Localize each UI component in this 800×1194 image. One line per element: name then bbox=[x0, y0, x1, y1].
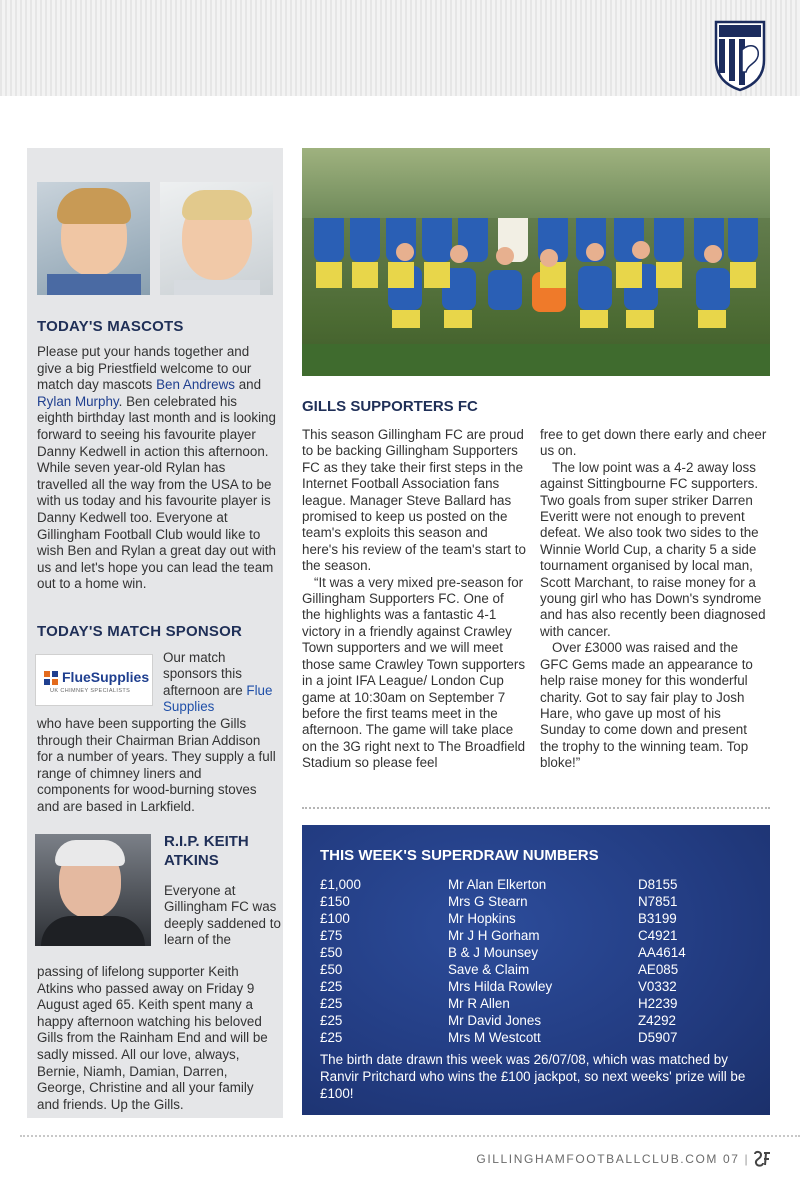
superdraw-winner: Save & Claim bbox=[448, 962, 530, 977]
article-para-1: This season Gillingham FC are proud to be backing Gillingham Supporters FC as they take their first steps in the Internet Football Association fans league. Manager Steve Ballard has promised to keep us posted on the team's exploits this season and here's his review of the team's start to the season. bbox=[302, 427, 526, 574]
mascot-photo-rylan bbox=[160, 182, 273, 295]
sidebar-panel bbox=[27, 148, 283, 1118]
superdraw-winner: Mr Hopkins bbox=[448, 911, 516, 926]
superdraw-footer: The birth date drawn this week was 26/07/08, which was matched by Ranvir Pritchard who wins the £100 jackpot, so next weeks' prize will be £100! bbox=[320, 1052, 746, 1101]
article-divider bbox=[302, 807, 770, 809]
article-para-5: Over £3000 was raised and the GFC Gems made an appearance to help raise money for this wonderful charity. Got to say fair play to Josh Hare, who gave up most of his Sunday to come down and present the trophy to the winning team. Top bloke!” bbox=[540, 640, 753, 771]
top-banner bbox=[0, 0, 800, 96]
superdraw-code: H2239 bbox=[638, 996, 678, 1011]
superdraw-row bbox=[302, 996, 770, 1013]
superdraw-winner: Mr David Jones bbox=[448, 1013, 542, 1028]
superdraw-code: V0332 bbox=[638, 979, 677, 994]
flue-logo-name: FlueSupplies bbox=[62, 669, 150, 685]
superdraw-amount: £150 bbox=[320, 894, 350, 909]
footer-divider bbox=[20, 1135, 800, 1137]
article-para-4: The low point was a 4-2 away loss against Sittingbourne FC supporters. Two goals from super striker Darren Everitt were not enough to prevent defeat. We also took two sides to the Winnie World Cup, a charity 5 a side tournament organised by local man, Scott Marchant, to raise money for a young girl who has Down's syndrome and has also recently been diagnosed with cancer. bbox=[540, 459, 766, 639]
mascot-photo-ben bbox=[37, 182, 150, 295]
superdraw-row bbox=[302, 911, 770, 928]
superdraw-row bbox=[302, 945, 770, 962]
club-crest-logo bbox=[712, 20, 768, 92]
superdraw-code: AE085 bbox=[638, 962, 679, 977]
superdraw-row bbox=[302, 1013, 770, 1030]
article-para-3: free to get down there early and cheer us on. bbox=[540, 427, 767, 459]
article-para-2: “It was a very mixed pre-season for Gillingham Supporters FC. One of the highlights was a fantastic 4-1 victory in a friendly against Crawley Town supporters and we will meet those same Crawley Town supporters in a joint IFA League/ London Cup game at 10:30am on September 7 before the first teams meet in the afternoon. The game will take place on the 3G right next to The Broadfield Stadium so please feel bbox=[302, 574, 526, 771]
superdraw-code: D8155 bbox=[638, 877, 678, 892]
sponsor-side-text: Our match sponsors this afternoon are Flue Supplies bbox=[163, 650, 273, 715]
superdraw-amount: £25 bbox=[320, 1013, 343, 1028]
page-footer: GILLINGHAMFOOTBALLCLUB.COM 07 | bbox=[476, 1152, 750, 1166]
footer-site: GILLINGHAMFOOTBALLCLUB.COM bbox=[476, 1152, 719, 1166]
mascots-heading: TODAY'S MASCOTS bbox=[37, 318, 184, 335]
superdraw-code: C4921 bbox=[638, 928, 678, 943]
sponsor-name: Flue Supplies bbox=[163, 682, 273, 715]
superdraw-heading: THIS WEEK'S SUPERDRAW NUMBERS bbox=[320, 847, 599, 864]
superdraw-row bbox=[302, 894, 770, 911]
superdraw-code: B3199 bbox=[638, 911, 677, 926]
superdraw-amount: £50 bbox=[320, 945, 343, 960]
mascots-text: Please put your hands together and give a big Priestfield welcome to our match day mascots Ben Andrews and Rylan Murphy. Ben celebrated his eighth birthday last month and is looking forward to seeing his favourite player Danny Kedwell in action this afternoon. While seven year-old Rylan has travelled all the way from the USA to be with us today and his favourite player is Danny Kedwell too. Everyone at Gillingham Football Club would like to wish Ben and Rylan a great day out with us and let's hope you can lead the team out to a home win. bbox=[37, 344, 276, 592]
superdraw-row bbox=[302, 928, 770, 945]
flue-supplies-logo bbox=[35, 654, 153, 706]
superdraw-winner: Mr J H Gorham bbox=[448, 928, 540, 943]
sponsor-heading: TODAY'S MATCH SPONSOR bbox=[37, 623, 243, 640]
superdraw-row bbox=[302, 962, 770, 979]
superdraw-amount: £75 bbox=[320, 928, 343, 943]
mascot-name-ben: Ben Andrews bbox=[156, 377, 235, 393]
superdraw-winner: Mr R Allen bbox=[448, 996, 510, 1011]
rip-heading: R.I.P. KEITH ATKINS bbox=[164, 833, 249, 869]
superdraw-amount: £25 bbox=[320, 1030, 343, 1045]
rip-side-text: Everyone at Gillingham FC was deeply saddened to learn of the bbox=[164, 883, 281, 948]
supporters-heading: GILLS SUPPORTERS FC bbox=[302, 398, 478, 415]
gfc-monogram-icon bbox=[752, 1150, 772, 1168]
superdraw-code: AA4614 bbox=[638, 945, 686, 960]
superdraw-amount: £25 bbox=[320, 979, 343, 994]
flue-logo-sub: UK CHIMNEY SPECIALISTS bbox=[50, 688, 131, 694]
flue-icon bbox=[44, 671, 58, 685]
superdraw-amount: £1,000 bbox=[320, 877, 361, 892]
article-column-2 bbox=[540, 427, 768, 772]
superdraw-winner: Mr Alan Elkerton bbox=[448, 877, 547, 892]
superdraw-panel bbox=[302, 825, 770, 1115]
superdraw-row bbox=[302, 979, 770, 996]
rip-body: passing of lifelong supporter Keith Atkins who passed away on Friday 9 August aged 65. Keith spent many a happy afternoon watching his beloved Gills from the Rainham End and will be sadly missed. All our love, always, Bernie, Niamh, Damian, Darren, George, Christine and all your family and friends. Up the Gills. bbox=[37, 964, 268, 1112]
article-column-1 bbox=[302, 427, 526, 772]
superdraw-row bbox=[302, 877, 770, 894]
superdraw-winner: Mrs M Westcott bbox=[448, 1030, 541, 1045]
superdraw-code: Z4292 bbox=[638, 1013, 676, 1028]
superdraw-amount: £50 bbox=[320, 962, 343, 977]
sponsor-body: who have been supporting the Gills through their Chairman Brian Addison for a number of years. They supply a full range of chimney liners and components for wood-burning stoves and are based in Larkfield. bbox=[37, 716, 276, 814]
footer-page-number: 07 bbox=[722, 1152, 740, 1166]
superdraw-amount: £100 bbox=[320, 911, 350, 926]
superdraw-code: N7851 bbox=[638, 894, 678, 909]
superdraw-amount: £25 bbox=[320, 996, 343, 1011]
superdraw-winner: Mrs Hilda Rowley bbox=[448, 979, 553, 994]
superdraw-winner: B & J Mounsey bbox=[448, 945, 539, 960]
superdraw-winner: Mrs G Stearn bbox=[448, 894, 528, 909]
superdraw-code: D5907 bbox=[638, 1030, 678, 1045]
superdraw-row bbox=[302, 1030, 770, 1047]
mascot-name-rylan: Rylan Murphy bbox=[37, 393, 119, 409]
team-photo bbox=[302, 148, 770, 376]
keith-atkins-photo bbox=[35, 834, 151, 946]
